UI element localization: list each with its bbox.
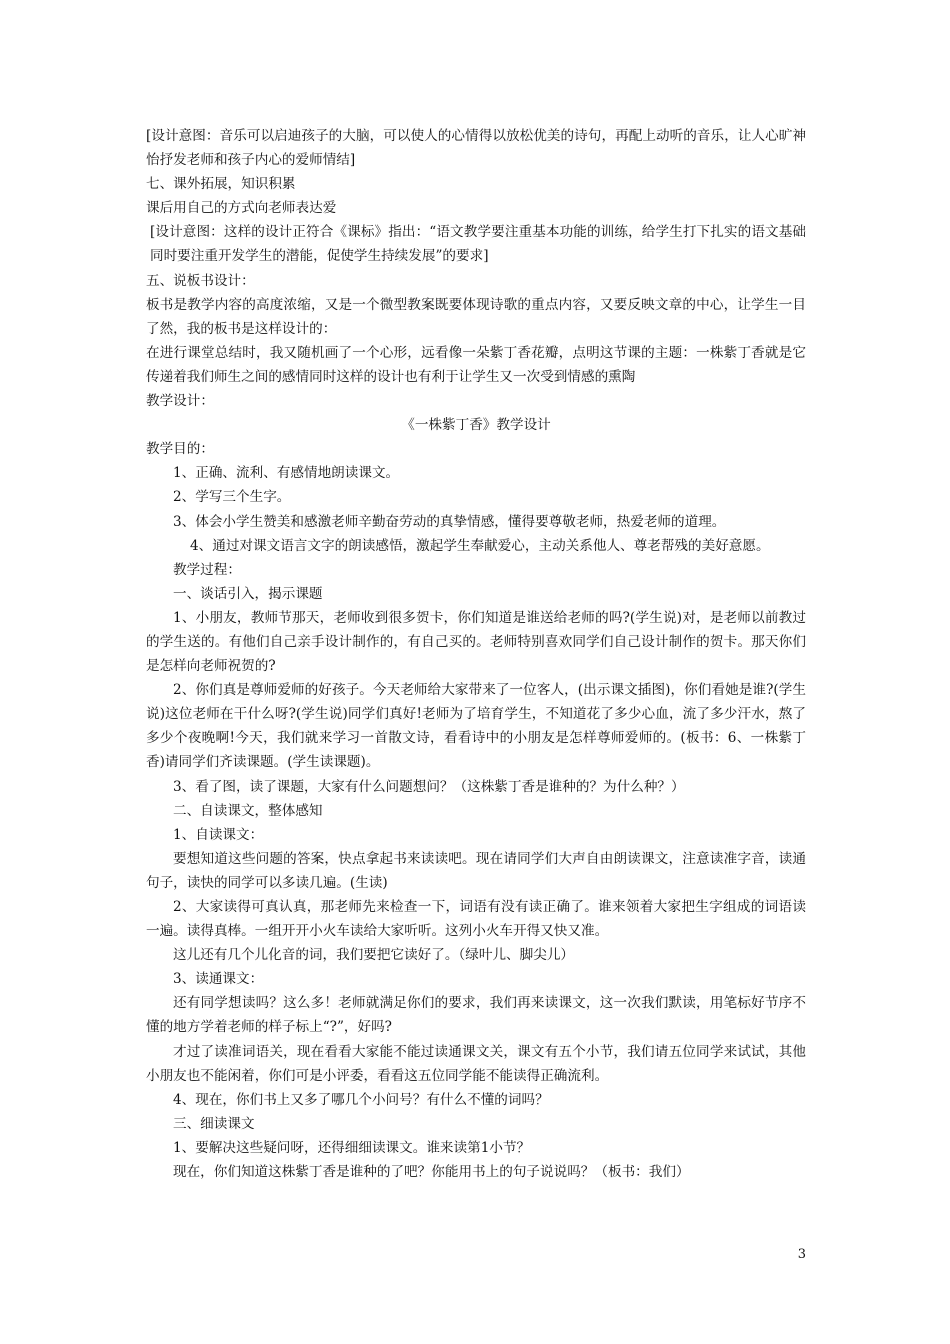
page-number: 3 (797, 1247, 806, 1262)
paragraph: 板书是教学内容的高度浓缩，又是一个微型教案既要体现诗歌的重点内容，又要反映文章的中心，让学生一目了然，我的板书是这样设计的： (146, 296, 806, 337)
document-body (146, 124, 806, 1184)
paragraph: 二、自读课文，整体感知 (173, 802, 323, 819)
paragraph: 3、读通课文： (173, 971, 264, 988)
paragraph: 1、要解决这些疑问呀，还得细细读课文。谁来读第1小节？ (173, 1139, 531, 1156)
paragraph: 4、通过对课文语言文字的朗读感悟，激起学生奉献爱心，主动关系他人、尊老帮残的美好意愿。 (190, 537, 770, 554)
paragraph: 七、课外拓展，知识积累 (146, 176, 296, 193)
paragraph: 在进行课堂总结时，我又随机画了一个心形，远看像一朵紫丁香花瓣，点明这节课的主题：一株紫丁香就是它传递着我们师生之间的感情同时这样的设计也有利于让学生又一次受到情感的熏陶 (146, 344, 806, 385)
paragraph: 教学目的： (146, 441, 214, 458)
paragraph: 4、现在，你们书上又多了哪几个小问号？有什么不懂的词吗？ (173, 1091, 549, 1108)
paragraph: 1、自读课文： (173, 826, 264, 843)
paragraph: 教学设计： (146, 393, 214, 410)
paragraph: 五、说板书设计： (146, 272, 255, 289)
paragraph: 还有同学想读吗？这么多！老师就满足你们的要求，我们再来读课文，这一次我们默读，用笔标好节序不懂的地方学着老师的样子标上“?”，好吗? (146, 995, 806, 1036)
paragraph: 2、你们真是尊师爱师的好孩子。今天老师给大家带来了一位客人，(出示课文插图)，你们看她是谁?(学生说)这位老师在干什么呀?(学生说)同学们真好!老师为了培育学生，不知道花了多少心血，流了多少汗水，熬了多少个夜晚啊!今天，我们就来学习一首散文诗，看看诗中的小朋友是怎样尊师爱师的。(板书：6、一株紫丁香)请同学们齐读课题。(学生读课题)。 (146, 682, 806, 771)
paragraph: 一、谈话引入，揭示课题 (173, 585, 323, 602)
paragraph: 3、体会小学生赞美和感激老师辛勤奋劳动的真挚情感，懂得要尊敬老师，热爱老师的道理。 (173, 513, 726, 530)
paragraph: 教学过程： (173, 561, 241, 578)
section-title: 《一株紫丁香》教学设计 (401, 417, 551, 434)
paragraph: [设计意图：音乐可以启迪孩子的大脑，可以使人的心情得以放松优美的诗句，再配上动听的音乐，让人心旷神怡抒发老师和孩子内心的爱师情结] (146, 128, 806, 169)
paragraph: [设计意图：这样的设计正符合《课标》指出：“语文教学要注重基本功能的训练，给学生打下扎实的语文基础同时要注重开发学生的潜能，促使学生持续发展”的要求] (150, 224, 806, 265)
paragraph: 2、学写三个生字。 (173, 489, 291, 506)
paragraph: 2、大家读得可真认真，那老师先来检查一下，词语有没有读正确了。谁来领着大家把生字组成的词语读一遍。读得真棒。一组开开小火车读给大家听听。这列小火车开得又快又准。 (146, 899, 806, 940)
paragraph: 课后用自己的方式向老师表达爱 (146, 200, 337, 217)
paragraph: 1、小朋友，教师节那天，老师收到很多贺卡，你们知道是谁送给老师的吗?(学生说)对，是老师以前教过的学生送的。有他们自己亲手设计制作的，有自己买的。老师特别喜欢同学们自己设计制作的贺卡。那天你们是怎样向老师祝贺的? (146, 609, 806, 675)
paragraph: 要想知道这些问题的答案，快点拿起书来读读吧。现在请同学们大声自由朗读课文，注意读准字音，读通句子，读快的同学可以多读几遍。(生读) (146, 850, 806, 891)
paragraph: 这儿还有几个儿化音的词，我们要把它读好了。（绿叶儿、脚尖儿） (173, 947, 575, 964)
paragraph: 才过了读准词语关，现在看看大家能不能过读通课文关，课文有五个小节，我们请五位同学来试试，其他小朋友也不能闲着，你们可是小评委，看看这五位同学能不能读得正确流利。 (146, 1043, 806, 1084)
paragraph: 三、细读课文 (173, 1115, 255, 1132)
paragraph: 现在，你们知道这株紫丁香是谁种的了吧？你能用书上的句子说说吗？（板书：我们） (173, 1164, 690, 1181)
paragraph: 1、正确、流利、有感情地朗读课文。 (173, 465, 400, 482)
paragraph: 3、看了图，读了课题，大家有什么问题想问？（这株紫丁香是谁种的？为什么种？） (173, 778, 685, 795)
